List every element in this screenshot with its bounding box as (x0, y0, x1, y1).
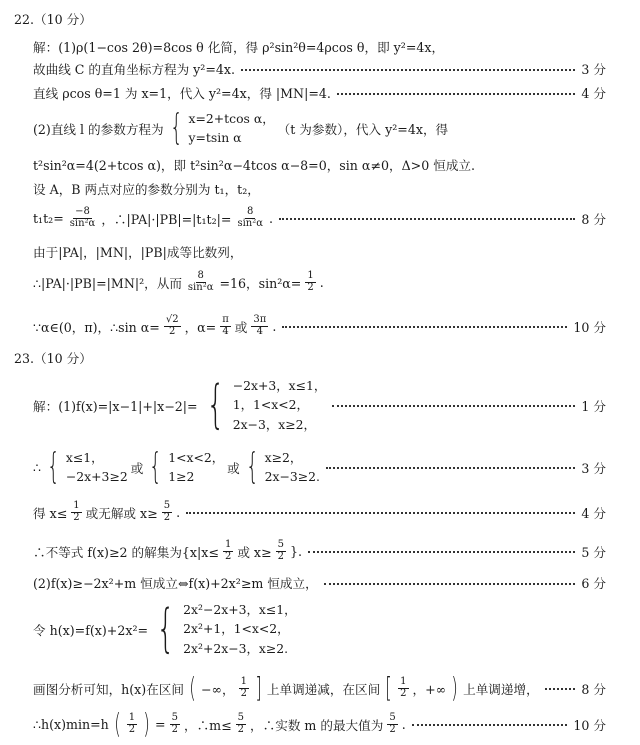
case-system-a: x≤1， −2x+3≥2 (65, 449, 128, 484)
score-leader (332, 405, 575, 407)
score-mark: 8 分 (581, 211, 606, 227)
close-bracket: ] (255, 671, 262, 704)
q23-line-4: ∴不等式 f(x)≥2 的解集为{x|x≤ $\frac{1}{2}$ 或 x≥ $\frac{5}{2}$ }. 5 分 (33, 539, 606, 562)
score-leader (308, 551, 575, 553)
open-paren: ( (113, 707, 121, 740)
fraction: $\frac{\pi}{4}$ (222, 314, 229, 337)
param-equations: x=2+tcos α， y=tsin α (188, 110, 275, 145)
q23-line-2: ∴ { x≤1， −2x+3≥2 或 { 1<x<2， 1≥2 或 { x≥2， 2x−3≥2. 3 分 (33, 446, 606, 487)
q22-line-3: 直线 ρcos θ=1 为 x=1，代入 y²=4x，得 |MN|=4. 4 分 (33, 83, 606, 102)
case-system-b: 1<x<2， 1≥2 (168, 449, 225, 484)
fraction: $\frac{5}{2}$ (389, 712, 396, 735)
score-mark: 5 分 (581, 544, 606, 560)
q22-line-7: t₁t₂= $\frac{-8}{\text{sin²α}}$ ，∴|PA|·|PB|=|t₁t₂|= $\frac{8}{\text{sin²α}}$ . 8 分 (33, 206, 606, 229)
q23-line-6: 令 h(x)=f(x)+2x²= { 2x²−2x+3，x≤1， 2x²+1，1<x<2， 2x²+2x−3，x≥2. (33, 599, 297, 659)
q22-line-5: t²sin²α=4(2+tcos α)，即 t²sin²α−4tcos α−8=0，sin α≠0，Δ>0 恒成立. (33, 158, 476, 173)
score-leader (241, 69, 575, 71)
q22-line-9: ∴|PA|·|PB|=|MN|²，从而 $\frac{8}{\text{sin²α}}$ =16，sin²α= $\frac{1}{2}$ . (33, 270, 324, 293)
score-mark: 8 分 (581, 681, 606, 697)
left-brace: { (156, 599, 175, 659)
fraction: $\frac{8}{\text{sin²α}}$ (237, 206, 263, 229)
score-mark: 10 分 (573, 717, 606, 733)
piecewise-cases: 2x²−2x+3，x≤1， 2x²+1，1<x<2， 2x²+2x−3，x≥2. (183, 602, 297, 656)
score-mark: 6 分 (581, 576, 606, 591)
score-leader (279, 218, 575, 220)
fraction: $\frac{1}{2}$ (307, 270, 314, 293)
score-leader (337, 93, 575, 95)
q22-header: 22.（10 分） (14, 12, 92, 27)
open-bracket: [ (385, 671, 392, 704)
open-paren: ( (189, 671, 196, 704)
fraction: $\frac{5}{2}$ (277, 539, 284, 562)
q23-line-7: 画图分析可知，h(x)在区间 ( −∞， $\frac{1}{2}$ ] 上单调递减，在区间 [ $\frac{1}{2}$ ，+∞ ) 上单调递增， 8 分 (33, 671, 606, 704)
q22-line-2: 故曲线 C 的直角坐标方程为 y²=4x. 3 分 (33, 59, 606, 78)
fraction: $\frac{1}{2}$ (240, 676, 247, 699)
score-mark: 3 分 (581, 62, 606, 77)
fraction: $\frac{√2}{2}$ (165, 314, 179, 337)
fraction: $\frac{8}{\text{sin²α}}$ (187, 270, 214, 293)
fraction: $\frac{5}{2}$ (171, 712, 178, 735)
piecewise-cases: −2x+3，x≤1， 1，1<x<2， 2x−3，x≥2， (232, 378, 327, 432)
score-mark: 1 分 (581, 398, 606, 414)
left-brace: { (169, 107, 183, 148)
score-leader (412, 724, 568, 726)
q23-line-8: ∴h(x)min=h ( $\frac{1}{2}$ ) = $\frac{5}{2}$ ，∴m≤ $\frac{5}{2}$ ，∴实数 m 的最大值为 $\frac{5}{2}$ . 10 分 (33, 707, 606, 740)
score-mark: 3 分 (581, 460, 606, 476)
fraction: $\frac{5}{2}$ (163, 500, 171, 523)
q22-line-10: ∵α∈(0，π)，∴sin α= $\frac{√2}{2}$ ，α= $\frac{\pi}{4}$ 或 $\frac{3\pi}{4}$ . 10 分 (33, 314, 606, 337)
fraction: $\frac{-8}{\text{sin²α}}$ (69, 206, 96, 229)
fraction: $\frac{1}{2}$ (400, 676, 407, 699)
score-leader (282, 326, 567, 328)
fraction: $\frac{5}{2}$ (237, 712, 245, 735)
score-leader (326, 467, 575, 469)
q23-header: 23.（10 分） (14, 351, 92, 366)
fraction: $\frac{1}{2}$ (128, 712, 136, 735)
fraction: $\frac{1}{2}$ (224, 539, 232, 562)
score-mark: 4 分 (581, 86, 606, 101)
fraction: $\frac{1}{2}$ (73, 500, 80, 523)
q23-line-3: 得 x≤ $\frac{1}{2}$ 或无解或 x≥ $\frac{5}{2}$ . 4 分 (33, 500, 606, 523)
left-brace: { (149, 446, 163, 487)
q22-line-6: 设 A，B 两点对应的参数分别为 t₁，t₂， (33, 182, 260, 197)
score-mark: 10 分 (573, 319, 606, 335)
case-system-c: x≥2， 2x−3≥2. (264, 449, 320, 484)
left-brace: { (47, 446, 60, 487)
score-leader (186, 512, 575, 514)
close-paren: ) (451, 671, 458, 704)
left-brace: { (206, 375, 225, 435)
score-leader (545, 688, 576, 690)
left-brace: { (245, 446, 259, 487)
score-leader (324, 583, 576, 585)
q22-line-1: 解：(1)ρ(1−cos 2θ)=8cos θ 化简，得 ρ²sin²θ=4ρcos θ，即 y²=4x， (33, 40, 445, 55)
q23-line-5: (2)f(x)≥−2x²+m 恒成立⇔f(x)+2x²≥m 恒成立， 6 分 (33, 573, 606, 592)
close-paren: ) (143, 707, 150, 740)
q23-line-1: 解：(1)f(x)=|x−1|+|x−2|= { −2x+3，x≤1， 1，1<x<2， 2x−3，x≥2， 1 分 (33, 375, 606, 435)
q22-line-8: 由于|PA|，|MN|，|PB|成等比数列， (33, 245, 243, 260)
score-mark: 4 分 (581, 505, 606, 521)
fraction: $\frac{3\pi}{4}$ (253, 314, 267, 337)
q22-line-4: (2)直线 l 的参数方程为 { x=2+tcos α， y=tsin α （t 为参数），代入 y²=4x，得 (33, 107, 449, 148)
